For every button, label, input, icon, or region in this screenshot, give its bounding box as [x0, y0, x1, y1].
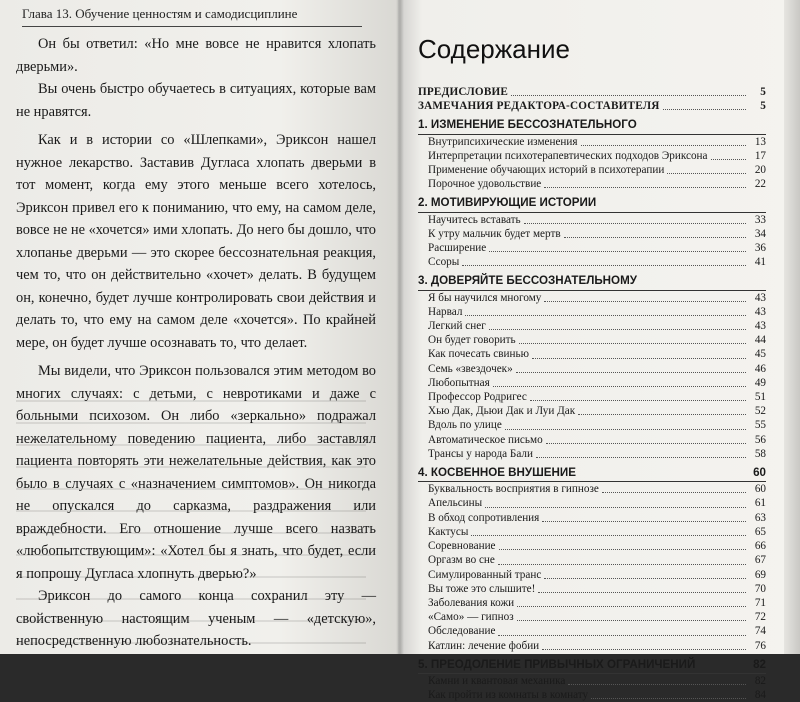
toc-page-number: 61: [754, 497, 766, 510]
toc-page-number: 13: [754, 135, 766, 148]
toc-page-number: 71: [754, 596, 766, 609]
toc-entry: [418, 347, 766, 361]
toc-page-number: 33: [754, 213, 766, 226]
toc-dot-leader: [591, 698, 746, 699]
toc-entry: [418, 610, 766, 624]
toc-page-number: 43: [754, 320, 766, 333]
running-head: Глава 13. Обучение ценностям и самодисциплине: [22, 0, 362, 27]
toc-entry-label: Порочное удовольствие: [428, 178, 542, 191]
toc-page-number: 20: [754, 164, 766, 177]
toc-entry: [418, 674, 766, 688]
toc-page-number: 45: [754, 348, 766, 361]
toc-entry-label: Нарвал: [428, 305, 463, 318]
toc-entry: [418, 582, 766, 596]
paragraph: Эриксон до самого конца сохранил эту — свойственную настоящим ученым — «детскую», непосредственную любознательность.: [16, 588, 376, 649]
toc-entry: [418, 568, 766, 582]
toc-entry: [418, 433, 766, 447]
toc-dot-leader: [544, 187, 746, 188]
toc-dot-leader: [542, 521, 746, 522]
toc-entry-label: Апельсины: [428, 497, 483, 510]
toc-entry-label: В обход сопротивления: [428, 511, 540, 524]
toc-entry-label: Профессор Родригес: [428, 391, 527, 404]
toc-entry-label: Хью Дак, Дьюи Дак и Луи Дак: [428, 405, 576, 418]
toc-title: Содержание: [418, 34, 570, 64]
toc-entry: [418, 418, 766, 432]
toc-page-number: 76: [754, 639, 766, 652]
toc-page-number: 82: [754, 674, 766, 687]
toc-entry: [418, 447, 766, 461]
toc-page-number: 60: [753, 466, 766, 480]
toc-entry: [418, 149, 766, 163]
toc-dot-leader: [462, 265, 746, 266]
toc-section-heading: [418, 196, 766, 212]
toc-entry-label: Я бы научился многому: [428, 291, 542, 304]
toc-entry: [418, 496, 766, 510]
toc-entry-label: Ссоры: [428, 256, 460, 269]
toc-entry: [418, 539, 766, 553]
toc-entry-label: Интерпретации психотерапевтических подходов Эриксона: [428, 149, 708, 162]
toc-dot-leader: [542, 649, 746, 650]
toc-entry-label: 5. ПРЕОДОЛЕНИЕ ПРИВЫЧНЫХ ОГРАНИЧЕНИЙ: [418, 657, 696, 671]
toc-entry: [418, 596, 766, 610]
toc-page-number: 34: [754, 227, 766, 240]
toc-dot-leader: [663, 109, 746, 110]
toc-entry-label: Кактусы: [428, 525, 469, 538]
left-page: [0, 0, 398, 654]
toc-page-number: 58: [754, 447, 766, 460]
toc-page-number: 67: [754, 554, 766, 567]
toc-dot-leader: [498, 635, 746, 636]
toc-page-number: 17: [754, 149, 766, 162]
toc-dot-leader: [485, 507, 746, 508]
toc-page-number: 56: [754, 433, 766, 446]
toc-entry-label: Он будет говорить: [428, 334, 516, 347]
toc-dot-leader: [546, 443, 746, 444]
toc-dot-leader: [498, 564, 746, 565]
toc-entry-label: 4. КОСВЕННОЕ ВНУШЕНИЕ: [418, 466, 576, 480]
toc-dot-leader: [578, 414, 746, 415]
toc-entry: [418, 241, 766, 255]
toc-dot-leader: [465, 315, 746, 316]
table-of-contents: [418, 85, 784, 702]
toc-dot-leader: [667, 173, 746, 174]
toc-entry: [418, 85, 766, 99]
toc-entry: [418, 255, 766, 269]
toc-page-number: 5: [760, 86, 766, 98]
toc-page-number: 51: [754, 391, 766, 404]
toc-page-number: 70: [754, 582, 766, 595]
toc-dot-leader: [538, 592, 746, 593]
toc-entry: [418, 213, 766, 227]
toc-page-number: 82: [753, 657, 766, 671]
toc-entry-label: К утру мальчик будет мертв: [428, 227, 561, 240]
toc-entry-label: Семь «звездочек»: [428, 362, 513, 375]
toc-entry-label: Катлин: лечение фобии: [428, 639, 540, 652]
toc-page-number: 43: [754, 305, 766, 318]
toc-dot-leader: [544, 578, 746, 579]
toc-dot-leader: [602, 492, 746, 493]
toc-entry-label: Легкий снег: [428, 320, 486, 333]
toc-entry-label: ПРЕДИСЛОВИЕ: [418, 86, 509, 98]
book-gutter: [396, 0, 404, 654]
toc-dot-leader: [711, 159, 747, 160]
toc-section-heading: [418, 658, 766, 674]
toc-page-number: 55: [754, 419, 766, 432]
toc-entry: [418, 291, 766, 305]
paragraph: Вы очень быстро обучаетесь в ситуациях, которые вам не нравятся.: [16, 81, 376, 120]
toc-entry-label: Вдоль по улице: [428, 419, 502, 432]
toc-section-heading: [418, 466, 766, 482]
toc-entry: [418, 227, 766, 241]
toc-entry: [418, 163, 766, 177]
toc-entry: [418, 319, 766, 333]
toc-dot-leader: [532, 358, 746, 359]
toc-entry: [418, 376, 766, 390]
toc-dot-leader: [519, 343, 746, 344]
toc-page-number: 5: [760, 100, 766, 113]
toc-page-number: 65: [754, 525, 766, 538]
toc-page-number: 41: [754, 256, 766, 269]
paragraph: Как и в истории со «Шлепками», Эриксон нашел нужное лекарство. Заставив Дугласа хлопать дверьми в тот момент, когда ему этого меньше всего хотелось, Эриксон привел его к пониманию, что ему, на самом деле, вовсе не не «хочется» ими хлопать. До него бы дошло, что хлопанье дверьми — это скорее бессознательная реакция, чем то, что он действительно «хочет» делать. В будущем он, конечно, будет лучше контролировать свои действия и делать то, что ему на самом деле «хочется». По крайней мере, он будет лучше осознавать то, что делает.: [16, 132, 376, 351]
toc-dot-leader: [564, 237, 746, 238]
toc-entry-label: Симулированный транс: [428, 568, 542, 581]
toc-dot-leader: [581, 145, 746, 146]
toc-dot-leader: [516, 372, 746, 373]
toc-page-number: 43: [754, 291, 766, 304]
toc-entry-label: Вы тоже это слышите!: [428, 582, 536, 595]
toc-entry-label: 2. МОТИВИРУЮЩИЕ ИСТОРИИ: [418, 196, 597, 210]
toc-dot-leader: [489, 251, 746, 252]
toc-entry-label: «Само» — гипноз: [428, 611, 514, 624]
toc-entry-label: 1. ИЗМЕНЕНИЕ БЕССОЗНАТЕЛЬНОГО: [418, 118, 637, 132]
toc-page-number: 36: [754, 242, 766, 255]
toc-page-number: 44: [754, 334, 766, 347]
toc-entry-label: Научитесь вставать: [428, 213, 521, 226]
toc-entry: [418, 362, 766, 376]
bleed-through-text: [16, 400, 366, 650]
toc-entry: [418, 553, 766, 567]
toc-entry-label: Обследование: [428, 625, 496, 638]
toc-entry: [418, 177, 766, 191]
toc-entry-label: Автоматическое письмо: [428, 433, 543, 446]
toc-page-number: 52: [754, 405, 766, 418]
toc-entry-label: Оргазм во сне: [428, 554, 495, 567]
toc-dot-leader: [471, 535, 746, 536]
toc-dot-leader: [493, 386, 746, 387]
toc-entry-label: Буквальность восприятия в гипнозе: [428, 483, 599, 496]
toc-dot-leader: [530, 400, 746, 401]
toc-entry-label: 3. ДОВЕРЯЙТЕ БЕССОЗНАТЕЛЬНОМУ: [418, 274, 637, 288]
toc-entry-label: Заболевания кожи: [428, 596, 515, 609]
right-page: [398, 0, 800, 702]
toc-dot-leader: [568, 684, 746, 685]
toc-entry-label: Как пройти из комнаты в комнату: [428, 689, 589, 702]
toc-page-number: 84: [754, 689, 766, 702]
toc-entry-label: Камни и квантовая механика: [428, 674, 566, 687]
toc-section-heading: [418, 118, 766, 134]
toc-dot-leader: [517, 606, 746, 607]
toc-dot-leader: [505, 429, 746, 430]
toc-page-number: 22: [754, 178, 766, 191]
page-edge: [784, 0, 800, 654]
toc-dot-leader: [489, 329, 746, 330]
toc-section-heading: [418, 274, 766, 290]
paragraph: Мы видели, что Эриксон пользовался этим методом во многих случаях: с детьми, с невротиками и даже с больными психозом. Он либо «зеркально» подражал нежелательному поведению пациента, либо заставлял пациента повторять эти нежелательные действия, как это было в случаях с «назначением симптомов». Он никогда не опускался до сарказма, раздражения или враждебности. Его отношение лучше всего назвать «любопытствующим»: «Хотел бы я знать, что будет, если я попрошу Дугласа хлопнуть дверью?»: [16, 363, 376, 582]
toc-dot-leader: [536, 457, 746, 458]
toc-entry: [418, 390, 766, 404]
toc-dot-leader: [524, 223, 746, 224]
toc-entry: [418, 333, 766, 347]
toc-entry: [418, 99, 766, 113]
toc-entry: [418, 639, 766, 653]
toc-page-number: 74: [754, 625, 766, 638]
toc-dot-leader: [511, 95, 746, 96]
toc-dot-leader: [499, 549, 746, 550]
toc-entry-label: Как почесать свинью: [428, 348, 529, 361]
toc-entry: [418, 511, 766, 525]
toc-entry-label: Расширение: [428, 242, 487, 255]
toc-dot-leader: [544, 301, 746, 302]
toc-entry-label: ЗАМЕЧАНИЯ РЕДАКТОРА-СОСТАВИТЕЛЯ: [418, 100, 660, 113]
toc-entry: [418, 305, 766, 319]
toc-page-number: 72: [754, 611, 766, 624]
toc-entry-label: Применение обучающих историй в психотерапии: [428, 164, 665, 177]
paragraph: Он бы ответил: «Но мне вовсе не нравится хлопать дверьми».: [16, 36, 376, 75]
toc-entry: [418, 404, 766, 418]
toc-entry: [418, 135, 766, 149]
toc-page-number: 46: [754, 362, 766, 375]
toc-page-number: 49: [754, 376, 766, 389]
toc-entry: [418, 624, 766, 638]
toc-entry-label: Любопытная: [428, 376, 490, 389]
toc-entry-label: Соревнование: [428, 540, 496, 553]
toc-page-number: 63: [754, 511, 766, 524]
toc-page-number: 66: [754, 540, 766, 553]
toc-entry: [418, 688, 766, 702]
toc-entry: [418, 482, 766, 496]
toc-dot-leader: [517, 620, 746, 621]
toc-entry: [418, 525, 766, 539]
toc-entry-label: Внутрипсихические изменения: [428, 135, 578, 148]
toc-page-number: 60: [754, 483, 766, 496]
toc-entry-label: Трансы у народа Бали: [428, 447, 533, 460]
toc-page-number: 69: [754, 568, 766, 581]
